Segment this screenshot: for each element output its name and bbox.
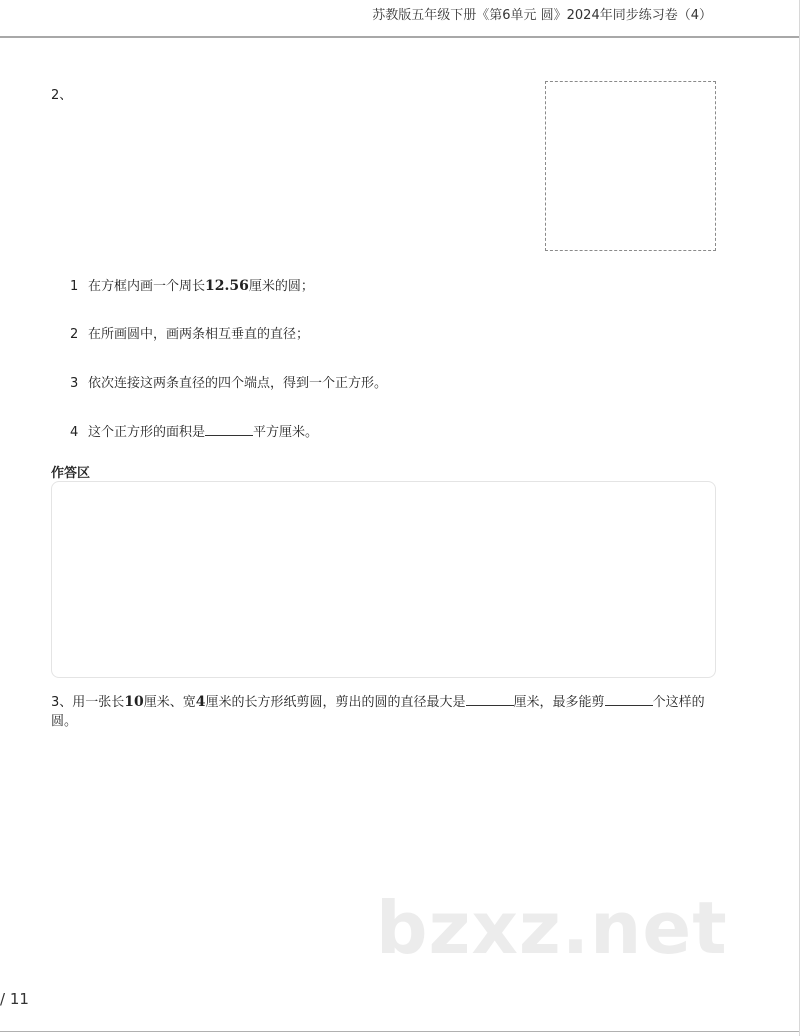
footer-divider	[0, 1031, 800, 1032]
question-3-prefix: 3、用一张长	[51, 695, 125, 710]
step-2-number: 2	[70, 327, 79, 342]
question-3-width: 4	[195, 694, 206, 710]
document-header-title: 苏教版五年级下册《第6单元 圆》2024年同步练习卷（4）	[372, 8, 712, 23]
square-area-blank[interactable]	[205, 423, 253, 436]
step-4	[70, 421, 318, 440]
question-2-number: 2、	[51, 88, 73, 103]
max-count-blank[interactable]	[605, 693, 653, 706]
question-3-mid1: 厘米、宽	[143, 695, 196, 710]
step-1-text-pre: 在方框内画一个周长	[88, 279, 206, 294]
question-3-suffix: 个这样的圆。	[51, 695, 705, 729]
answer-area[interactable]	[51, 481, 716, 678]
step-2	[70, 323, 309, 342]
step-1-circumference-value: 12.56	[205, 278, 249, 294]
step-3-text: 依次连接这两条直径的四个端点，得到一个正方形。	[88, 376, 388, 391]
step-4-number: 4	[70, 425, 79, 440]
header-divider	[0, 36, 800, 38]
step-3	[70, 372, 387, 391]
step-4-text-post: 平方厘米。	[253, 425, 319, 440]
question-3-length: 10	[124, 694, 144, 710]
drawing-box	[545, 81, 716, 251]
step-1-number: 1	[70, 279, 79, 294]
step-1-text-post: 厘米的圆；	[248, 279, 314, 294]
watermark-text: bzxz.net	[376, 886, 728, 970]
question-3-mid3: 厘米，最多能剪	[513, 695, 605, 710]
page-number: / 11	[0, 990, 29, 1008]
step-1	[70, 275, 314, 294]
max-diameter-blank[interactable]	[466, 693, 514, 706]
question-3	[51, 693, 719, 731]
step-4-text-pre: 这个正方形的面积是	[88, 425, 206, 440]
step-2-text: 在所画圆中，画两条相互垂直的直径；	[88, 327, 310, 342]
answer-area-label: 作答区	[51, 466, 91, 481]
question-3-mid2: 厘米的长方形纸剪圆，剪出的圆的直径最大是	[205, 695, 466, 710]
step-3-number: 3	[70, 376, 79, 391]
